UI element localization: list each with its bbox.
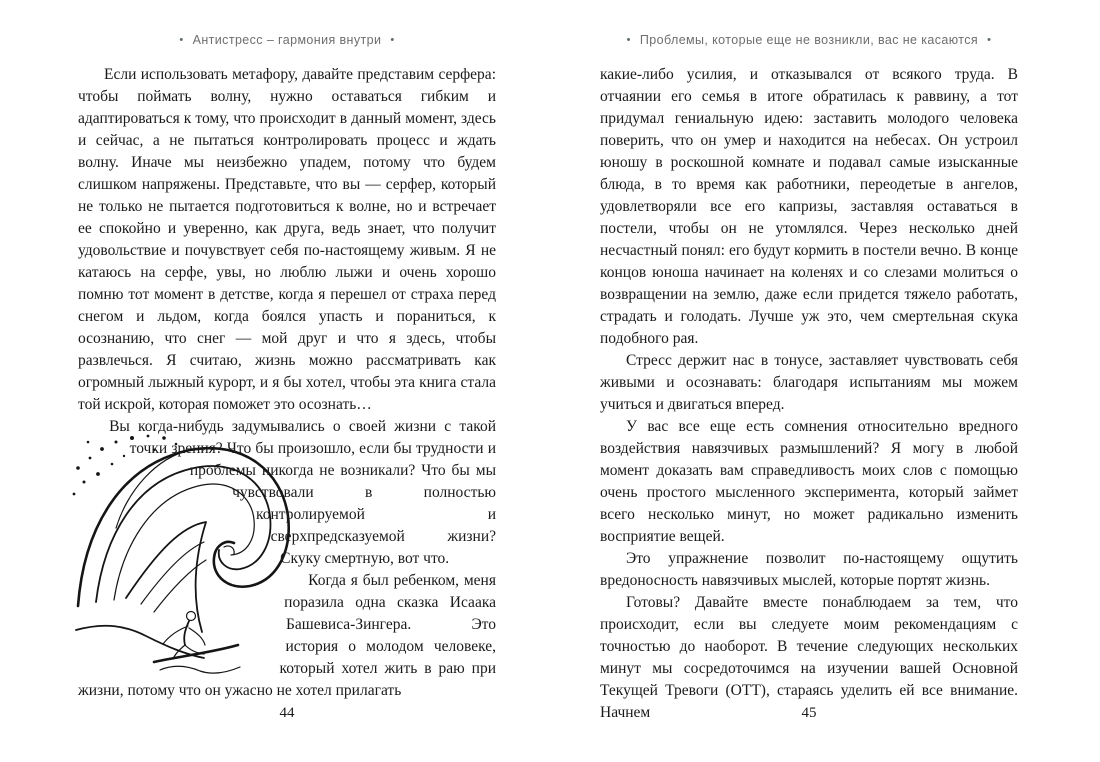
header-bullet-icon: • [390,34,395,46]
right-page-body [600,64,1018,724]
body-paragraph: У вас все еще есть сомнения относительно вредного воздействия навязчивых размышлений? Я могу в любой момент доказать вам справедливость моих слов с помощью очень простого мысленного эксперимента, который займет всего несколько минут, но может радикально изменить восприятие вещей. [600,418,1018,545]
body-paragraph: Стресс держит нас в тонусе, заставляет чувствовать себя живыми и осознавать: благодаря испытаниям мы можем учиться и двигаться вперед. [600,352,1018,413]
left-page-body [78,64,496,702]
right-page [600,33,1018,762]
body-paragraph: Вы когда-нибудь задумывались о своей жизни с такой точки зрения? Что бы произошло, если бы трудности и проблемы никогда не возникали? Что бы мы чувствовали в полностью контролируемой и сверхпредсказуемой жизни? Скуку смертную, вот что. [109,418,496,567]
body-paragraph: Когда я был ребенком, меня поразила одна сказка Исаака Башевиса-Зингера. Это история о молодом человеке, который хотел жить в раю при жизни, потому что он ужасно не хотел прилагать [78,572,496,699]
right-running-head-text: Проблемы, которые еще не возникли, вас не касаются [639,33,979,47]
header-bullet-icon: • [179,34,184,46]
header-bullet-icon: • [987,34,992,46]
body-paragraph: Это упражнение позволит по-настоящему ощутить вредоносность навязчивых мыслей, которые портят жизнь. [600,550,1018,589]
left-page [78,33,496,762]
header-bullet-icon: • [626,34,631,46]
left-running-head [78,33,496,47]
left-running-head-text: Антистресс – гармония внутри [192,33,382,47]
body-paragraph: какие-либо усилия, и отказывался от всякого труда. В отчаянии его семья в итоге обратилась к раввину, а тот придумал гениальную идею: заставить молодого человека поверить, что он умер и находится на небесах. Он устроил юношу в роскошной комнате и подавал самые изысканные блюда, в то время как работники, переодетые в ангелов, удовлетворяли все его капризы, заставляя оставаться в постели, чтобы он не утомлялся. Через несколько дней несчастный понял: его будут кормить в постели вечно. В конце концов юноша начинает на коленях и со слезами молиться о возвращении на землю, даже если придется тяжело работать, страдать и голодать. Лучше уж это, чем смертельная скука подобного рая. [600,66,1018,347]
right-running-head [600,33,1018,47]
body-paragraph: Если использовать метафору, давайте представим серфера: чтобы поймать волну, нужно оставаться гибким и адаптироваться к тому, что происходит в данный момент, здесь и сейчас, а не пытаться контролировать процесс и ждать волну. Иначе мы неизбежно упадем, потому что будем слишком напряжены. Представьте, что вы — серфер, который не только не пытается подготовиться к волне, но и встречает ее спокойно и уверенно, как друга, ведь знает, что получит удовольствие и почувствует себя по-настоящему живым. Я не катаюсь на серфе, увы, но люблю лыжи и очень хорошо помню тот момент в детстве, когда я перешел от страха перед снегом и льдом, когда боялся упасть и пораниться, к осознанию, что снег — мой друг и что я здесь, чтобы развлечься. Я считаю, жизнь можно рассматривать как огромный лыжный курорт, и я бы хотел, чтобы эта книга стала той искрой, которая поможет это осознать… [78,66,496,413]
left-page-number: 44 [279,705,295,721]
right-page-number: 45 [801,705,817,721]
body-paragraph: Готовы? Давайте вместе понаблюдаем за тем, что происходит, если вы следуете моим рекомендациям с точностью до наоборот. В течение следующих нескольких минут мы сосредоточимся на изучении вашей Основной Текущей Тревоги (ОТТ), стараясь уделить ей все внимание. Начнем [600,594,1018,721]
